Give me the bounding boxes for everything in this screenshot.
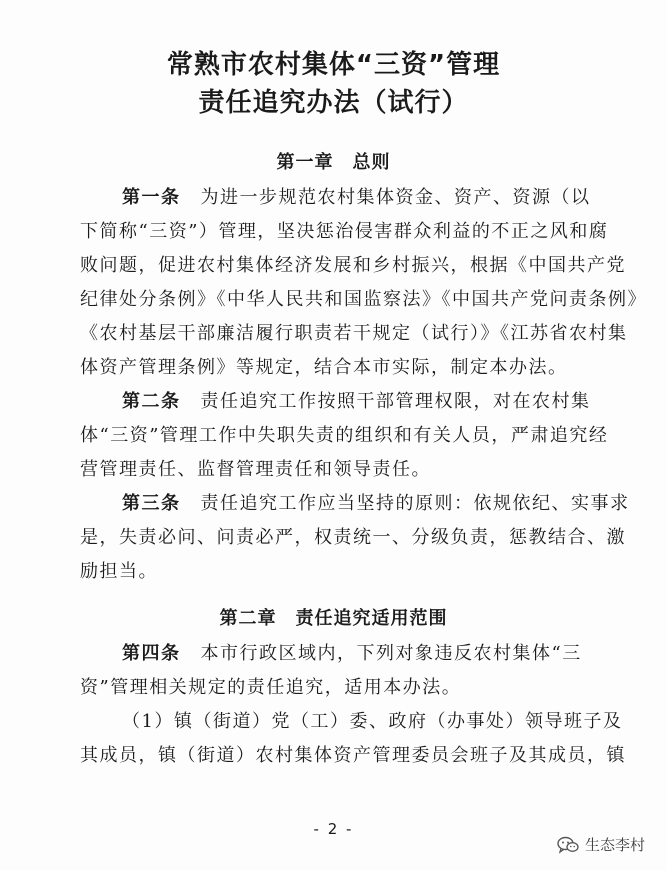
paragraph-line: 其成员，镇（街道）农村集体资产管理委员会班子及其成员，镇: [80, 745, 626, 766]
paragraph-line: 《农村基层干部廉洁履行职责若干规定（试行）》《江苏省农村集: [80, 323, 628, 344]
article-3-line-1: [122, 492, 630, 516]
article-2-line-1: [122, 390, 600, 414]
chapter-1-heading: 第一章 总则: [276, 152, 391, 173]
page-number: - 2 -: [313, 820, 354, 838]
article-2-text: 责任追究工作按照干部管理权限，对在农村集: [200, 391, 591, 412]
article-4-text: 本市行政区域内，下列对象违反农村集体“三: [200, 643, 582, 664]
article-3-text: 责任追究工作应当坚持的原则：依规依纪、实事求: [200, 493, 630, 514]
paragraph-line: 纪律处分条例》《中华人民共和国监察法》《中国共产党问责条例》: [80, 289, 647, 310]
paragraph-line: 营管理责任、监督管理责任和领导责任。: [80, 459, 431, 480]
chapter-2-heading: 第二章 责任追究适用范围: [219, 608, 448, 629]
paragraph-line: 下简称“三资”）管理，坚决惩治侵害群众利益的不正之风和腐: [80, 221, 609, 242]
paragraph-line: 是，失责必问、问责必严，权责统一、分级负责，惩教结合、激: [80, 527, 626, 548]
article-3-label: 第三条: [122, 493, 181, 514]
paragraph-line: 励担当。: [80, 561, 158, 582]
watermark-text: 生态李村: [584, 836, 645, 854]
article-1-label: 第一条: [122, 187, 181, 208]
article-2-label: 第二条: [122, 391, 181, 412]
article-4-label: 第四条: [122, 643, 181, 664]
document-title-line-1: 常熟市农村集体“三资”管理: [166, 50, 501, 80]
watermark: [557, 834, 645, 855]
paragraph-line: 体资产管理条例》等规定，结合本市实际，制定本办法。: [80, 357, 568, 378]
paragraph-line: 败问题，促进农村集体经济发展和乡村振兴，根据《中国共产党: [80, 255, 626, 276]
article-4-line-1: [122, 642, 600, 666]
article-1-line-1: [122, 186, 600, 210]
document-title-line-2: 责任追究办法（试行）: [198, 88, 469, 118]
article-1-text: 为进一步规范农村集体资金、资产、资源（以: [200, 187, 591, 208]
paragraph-line: 资”管理相关规定的责任追究，适用本办法。: [80, 677, 462, 698]
item-1-line-1: （1）镇（街道）党（工）委、政府（办事处）领导班子及: [122, 711, 623, 732]
paragraph-line: 体“三资”管理工作中失职失责的组织和有关人员，严肃追究经: [80, 425, 609, 446]
wechat-icon: [557, 836, 579, 854]
